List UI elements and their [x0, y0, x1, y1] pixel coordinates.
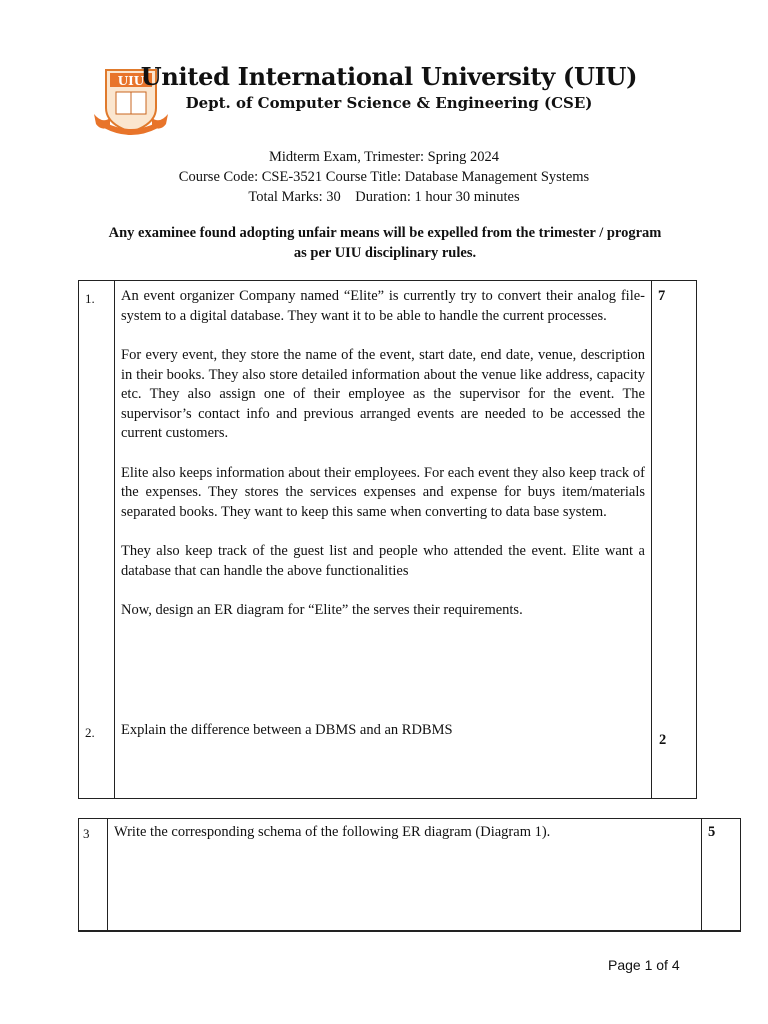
question-1-paragraph: Elite also keeps information about their employees. For each event they also keep track of the expenses. They stores the services expenses and expense for buys item/materials separated books. They want to keep this same when converting to data base system. [121, 464, 645, 520]
page-number: Page 1 of 4 [608, 957, 680, 973]
question-1-paragraph: Now, design an ER diagram for “Elite” the serves their requirements. [121, 602, 523, 618]
unfair-means-warning: Any examinee found adopting unfair means will be expelled from the trimester / program as per UIU disciplinary rules. [108, 225, 662, 261]
question-1-paragraph: For every event, they store the name of the event, start date, end date, venue, description in their books. They also store detailed information about the venue like address, capacity etc. They also assign one of their employee as the supervisor for the event. The supervisor’s contact info and previous arranged events are needed to be accessed the current customers. [121, 347, 645, 441]
question-body-column [115, 281, 652, 799]
questions-table-2 [78, 818, 741, 932]
svg-text:UIU: UIU [117, 74, 145, 88]
university-name: United International University (UIU) [140, 62, 638, 91]
question-3-text: Write the corresponding schema of the following ER diagram (Diagram 1). [108, 819, 702, 932]
exam-info [0, 147, 768, 207]
question-3-marks: 5 [702, 819, 741, 932]
questions-table-1 [78, 280, 697, 799]
department-name: Dept. of Computer Science & Engineering (CSE) [185, 94, 593, 112]
exam-marks-duration: Total Marks: 30 Duration: 1 hour 30 minutes [248, 189, 520, 205]
question-2-text: Explain the difference between a DBMS and an RDBMS [121, 722, 453, 738]
question-1-paragraph: An event organizer Company named “Elite” is currently try to convert their analog file-system to a digital database. They want it to be able to handle the current processes. [121, 288, 645, 324]
question-marks-column [652, 281, 697, 799]
exam-trimester: Midterm Exam, Trimester: Spring 2024 [269, 149, 499, 165]
question-number-column [79, 281, 115, 799]
question-1-marks: 7 [658, 288, 666, 304]
question-2-number: 2. [85, 725, 95, 740]
question-2-marks: 2 [659, 732, 667, 748]
exam-course: Course Code: CSE-3521 Course Title: Database Management Systems [178, 169, 590, 185]
question-1-paragraph: They also keep track of the guest list and people who attended the event. Elite want a database that can handle the above functionalities [121, 543, 645, 579]
question-1-number: 1. [85, 291, 95, 306]
question-3-number: 3 [79, 819, 108, 932]
